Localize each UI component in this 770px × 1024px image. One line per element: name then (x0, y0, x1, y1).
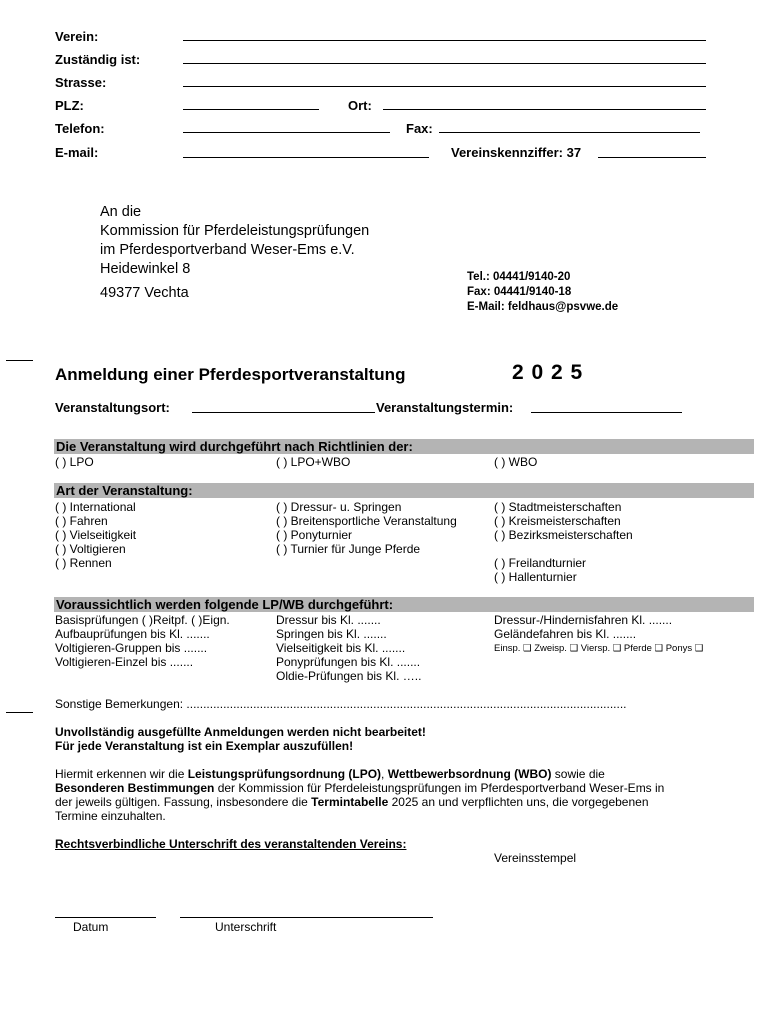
option-wbo[interactable]: ( ) WBO (494, 455, 538, 469)
fold-mark-bottom (6, 712, 33, 713)
art-option-rennen[interactable]: ( ) Rennen (55, 556, 112, 570)
art-column-1 (55, 500, 136, 570)
declaration-text: Hiermit erkennen wir die Leistungsprüfungsordnung (LPO), Wettbewerbsordnung (WBO) sowie die Besonderen Bestimmungen der Kommission für Pferdeleistungsprüfungen im Pferdesportverband Weser-Ems in der jeweils gültigen. Fassung, insbesondere die Termintabelle 2025 an und verpflichten uns, die vorgegebenen Termine einzuhalten. (55, 767, 665, 823)
pruefung-dressur[interactable]: Dressur bis Kl. ....... (276, 613, 381, 627)
art-heading: Art der Veranstaltung: (56, 483, 193, 498)
art-option-ponyturnier[interactable]: ( ) Ponyturnier (276, 528, 353, 542)
warning-text: Unvollständig ausgefüllte Anmeldungen werden nicht bearbeitet! Für jede Veranstaltung ist ein Exemplar auszufüllen! (55, 725, 426, 753)
verein-label: Verein: (55, 29, 99, 44)
pruefung-fahren-dressur-hindernis[interactable]: Dressur-/Hindernisfahren Kl. ....... (494, 613, 673, 627)
veranstaltungsort-label: Veranstaltungsort: (55, 400, 170, 415)
unterschrift-label: Unterschrift (215, 920, 277, 934)
signature-heading: Rechtsverbindliche Unterschrift des veranstaltenden Vereins: (55, 837, 407, 851)
pruefung-gelaendefahren[interactable]: Geländefahren bis Kl. ....... (494, 627, 637, 641)
art-option-freilandturnier[interactable]: ( ) Freilandturnier (494, 556, 587, 570)
art-option-international[interactable]: ( ) International (55, 500, 136, 514)
pruefung-oldie[interactable]: Oldie-Prüfungen bis Kl. ….. (276, 669, 422, 683)
art-option-stadtmeisterschaften[interactable]: ( ) Stadtmeisterschaften (494, 500, 622, 514)
strasse-field[interactable] (183, 86, 706, 87)
telefon-label: Telefon: (55, 121, 105, 136)
recipient-address: An die Kommission für Pferdeleistungsprüfungen im Pferdesportverband Weser-Ems e.V. Heidewinkel 8 (100, 204, 370, 277)
page-title: Anmeldung einer Pferdesportveranstaltung (55, 365, 406, 384)
plz-field[interactable] (183, 109, 319, 110)
fax-label: Fax: (406, 121, 433, 136)
art-option-vielseitigkeit[interactable]: ( ) Vielseitigkeit (55, 528, 137, 542)
pruefungen-column-3 (494, 613, 672, 641)
art-option-kreismeisterschaften[interactable]: ( ) Kreismeisterschaften (494, 514, 621, 528)
fold-mark-top (6, 360, 33, 361)
veranstaltungstermin-label: Veranstaltungstermin: (376, 400, 514, 415)
pruefung-volti-gruppen[interactable]: Voltigieren-Gruppen bis ....... (55, 641, 208, 655)
ort-field[interactable] (383, 109, 706, 110)
telefon-field[interactable] (183, 132, 390, 133)
ort-label: Ort: (348, 98, 372, 113)
art-heading-bar (54, 483, 754, 498)
art-option-dressur-springen[interactable]: ( ) Dressur- u. Springen (276, 500, 402, 514)
recipient-city: 49377 Vechta (100, 285, 189, 301)
veranstaltungsort-field[interactable] (192, 412, 375, 413)
verein-field[interactable] (183, 40, 706, 41)
option-lpo[interactable]: ( ) LPO (55, 455, 94, 469)
richtlinien-heading-bar (54, 439, 754, 454)
art-option-fahren[interactable]: ( ) Fahren (55, 514, 108, 528)
vereinskennziffer-label: Vereinskennziffer: 37 (451, 145, 582, 160)
contact-block: Tel.: 04441/9140-20 Fax: 04441/9140-18 E-Mail: feldhaus@psvwe.de (467, 271, 619, 313)
title-year: 2 0 2 5 (512, 361, 584, 384)
pruefungen-column-2 (276, 613, 421, 683)
art-option-hallenturnier[interactable]: ( ) Hallenturnier (494, 570, 577, 584)
datum-label: Datum (73, 920, 109, 934)
art-option-breitensport[interactable]: ( ) Breitensportliche Veranstaltung (276, 514, 457, 528)
datum-field[interactable] (55, 917, 156, 918)
art-column-3 (494, 500, 633, 542)
zustaendig-label: Zuständig ist: (55, 52, 141, 67)
plz-label: PLZ: (55, 98, 84, 113)
unterschrift-field[interactable] (180, 917, 433, 918)
art-option-voltigieren[interactable]: ( ) Voltigieren (55, 542, 126, 556)
stamp-label: Vereinsstempel (494, 851, 577, 865)
bemerkungen-field[interactable]: Sonstige Bemerkungen: .................................................................................................................................... (55, 697, 627, 711)
pruefung-aufbau[interactable]: Aufbauprüfungen bis Kl. ....... (55, 627, 210, 641)
fahren-checkbox-row[interactable]: Einsp. ❑ Zweisp. ❑ Viersp. ❑ Pferde ❑ Ponys ❑ (494, 643, 704, 654)
pruefung-pony[interactable]: Ponyprüfungen bis Kl. ....... (276, 655, 421, 669)
fax-field[interactable] (439, 132, 700, 133)
art-option-junge-pferde[interactable]: ( ) Turnier für Junge Pferde (276, 542, 421, 556)
art-column-2 (276, 500, 457, 556)
strasse-label: Strasse: (55, 75, 107, 90)
art-option-bezirksmeisterschaften[interactable]: ( ) Bezirksmeisterschaften (494, 528, 633, 542)
email-label: E-mail: (55, 145, 99, 160)
pruefungen-column-1 (55, 613, 230, 669)
email-field[interactable] (183, 157, 429, 158)
art-column-3b (494, 556, 586, 584)
pruefung-vielseitigkeit[interactable]: Vielseitigkeit bis Kl. ....... (276, 641, 406, 655)
pruefungen-heading-bar (54, 597, 754, 612)
richtlinien-heading: Die Veranstaltung wird durchgeführt nach Richtlinien der: (56, 439, 413, 454)
veranstaltungstermin-field[interactable] (531, 412, 682, 413)
zustaendig-field[interactable] (183, 63, 706, 64)
vereinskennziffer-field[interactable] (598, 157, 706, 158)
pruefung-springen[interactable]: Springen bis Kl. ....... (276, 627, 387, 641)
option-lpo-wbo[interactable]: ( ) LPO+WBO (276, 455, 351, 469)
pruefung-basis[interactable]: Basisprüfungen ( )Reitpf. ( )Eign. (55, 613, 230, 627)
pruefung-volti-einzel[interactable]: Voltigieren-Einzel bis ....... (55, 655, 194, 669)
pruefungen-heading: Voraussichtlich werden folgende LP/WB durchgeführt: (56, 597, 394, 612)
